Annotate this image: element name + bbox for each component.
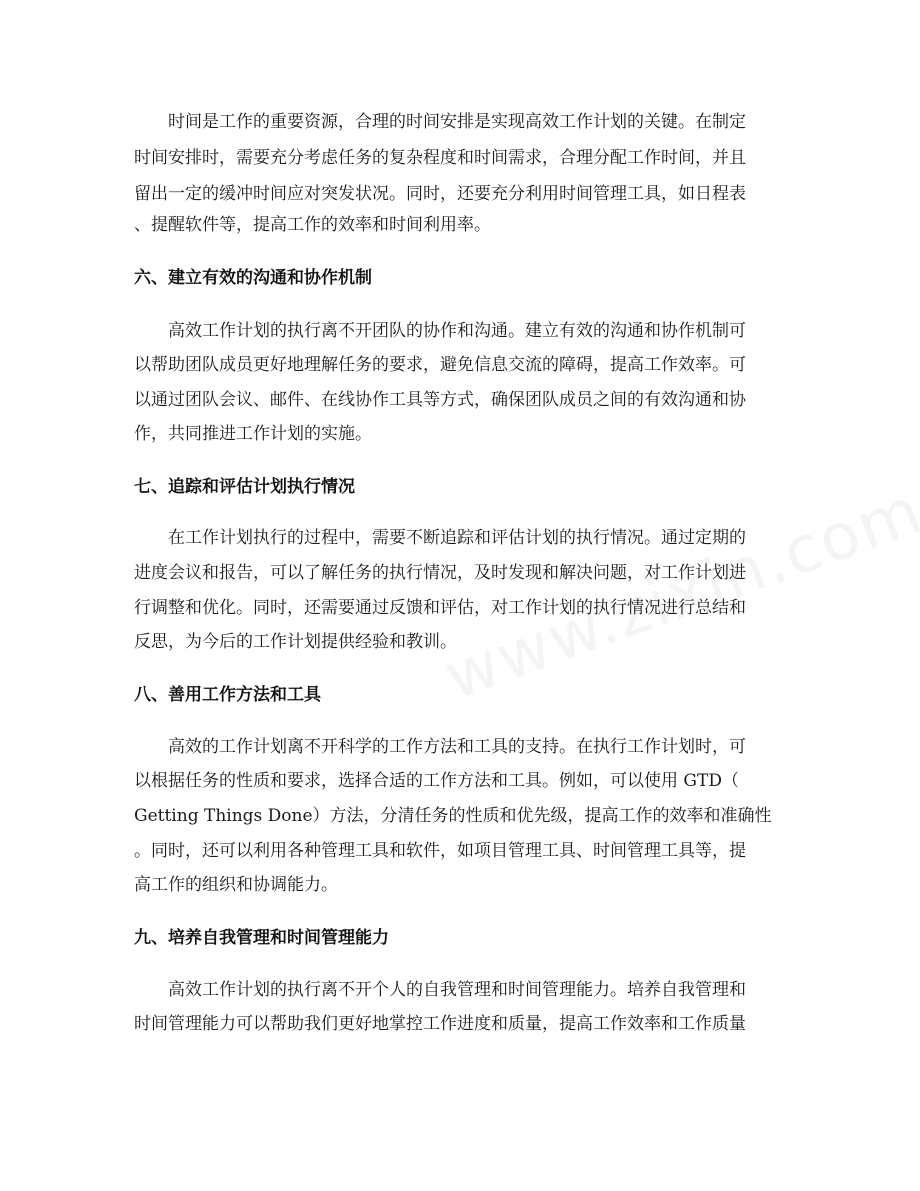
- section-heading: 八、善用工作方法和工具: [134, 685, 321, 705]
- paragraph-line: 时间管理能力可以帮助我们更好地掌控工作进度和质量，提高工作效率和工作质量: [134, 1014, 746, 1034]
- paragraph-line: 进度会议和报告，可以了解任务的执行情况，及时发现和解决问题，对工作计划进: [134, 563, 746, 583]
- paragraph-line: 留出一定的缓冲时间应对突发状况。同时，还要充分利用时间管理工具，如日程表: [134, 184, 746, 204]
- paragraph-line: Getting Things Done）方法，分清任务的性质和优先级，提高工作的效率和准确性: [134, 806, 772, 826]
- paragraph-line: 以根据任务的性质和要求，选择合适的工作方法和工具。例如，可以使用 GTD（: [134, 771, 739, 791]
- paragraph-line: 时间是工作的重要资源，合理的时间安排是实现高效工作计划的关键。在制定: [168, 112, 746, 132]
- paragraph-line: 以帮助团队成员更好地理解任务的要求，避免信息交流的障碍，提高工作效率。可: [134, 355, 746, 375]
- paragraph-line: 在工作计划执行的过程中，需要不断追踪和评估计划的执行情况。通过定期的: [168, 528, 746, 548]
- paragraph-line: 高工作的组织和协调能力。: [134, 875, 338, 895]
- paragraph-line: 高效工作计划的执行离不开个人的自我管理和时间管理能力。培养自我管理和: [168, 980, 746, 1000]
- paragraph-line: 时间安排时，需要充分考虑任务的复杂程度和时间需求，合理分配工作时间，并且: [134, 148, 746, 168]
- paragraph-line: 行调整和优化。同时，还需要通过反馈和评估，对工作计划的执行情况进行总结和: [134, 598, 746, 618]
- paragraph-line: 反思，为今后的工作计划提供经验和教训。: [134, 632, 457, 652]
- paragraph-line: 高效的工作计划离不开科学的工作方法和工具的支持。在执行工作计划时，可: [168, 737, 746, 757]
- section-heading: 九、培养自我管理和时间管理能力: [134, 928, 389, 948]
- section-heading: 六、建立有效的沟通和协作机制: [134, 268, 372, 288]
- paragraph-line: 以通过团队会议、邮件、在线协作工具等方式，确保团队成员之间的有效沟通和协: [134, 390, 746, 410]
- paragraph-line: 、提醒软件等，提高工作的效率和时间利用率。: [134, 215, 491, 235]
- paragraph-line: 。同时，还可以利用各种管理工具和软件，如项目管理工具、时间管理工具等，提: [134, 841, 746, 861]
- section-heading: 七、追踪和评估计划执行情况: [134, 477, 355, 497]
- paragraph-line: 高效工作计划的执行离不开团队的协作和沟通。建立有效的沟通和协作机制可: [168, 321, 746, 341]
- paragraph-line: 作，共同推进工作计划的实施。: [134, 424, 372, 444]
